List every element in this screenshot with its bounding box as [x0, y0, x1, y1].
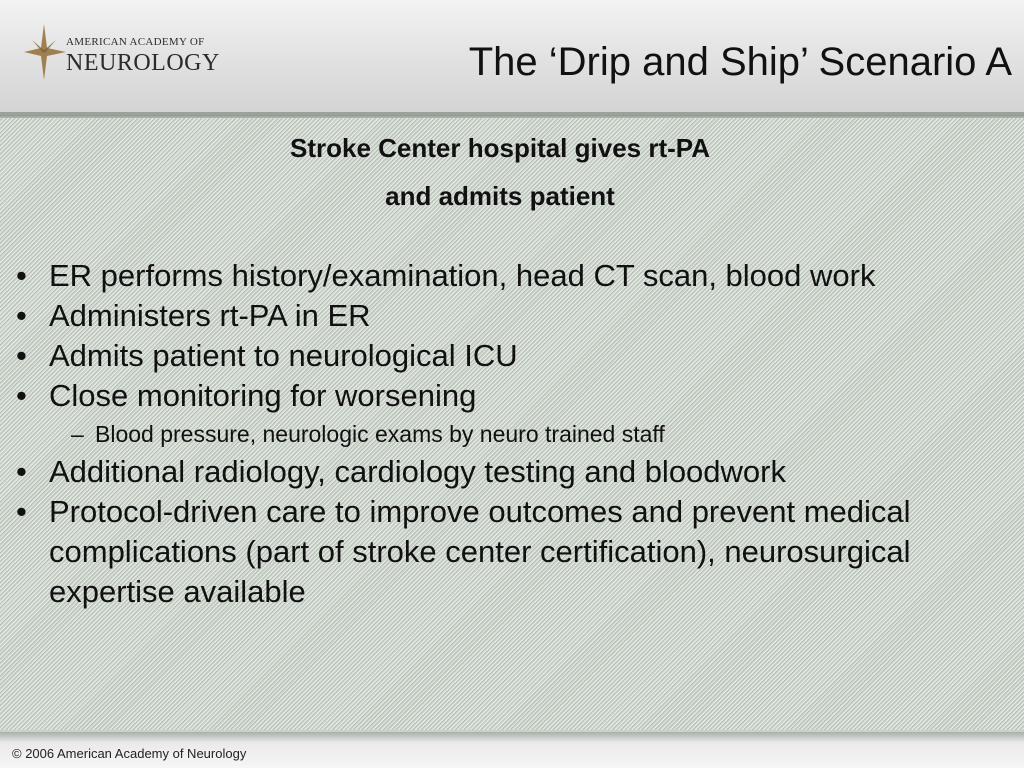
- bullet-item: [16, 376, 1006, 416]
- bullet-marker: •: [16, 338, 27, 373]
- bullet-marker: •: [16, 494, 27, 529]
- slide-title: The ‘Drip and Ship’ Scenario A: [468, 40, 1012, 84]
- bullet-item: [16, 256, 1006, 296]
- compass-star-icon: [22, 22, 66, 82]
- logo-text-line1: AMERICAN ACADEMY OF: [66, 36, 205, 48]
- bullet-item: [16, 452, 1006, 492]
- bullet-item: [16, 492, 1006, 612]
- bullet-marker: •: [16, 298, 27, 333]
- subtitle-line-1: Stroke Center hospital gives rt-PA: [290, 133, 710, 163]
- bullet-list: [16, 256, 1006, 612]
- bullet-text: Close monitoring for worsening: [49, 378, 477, 413]
- bullet-marker: •: [16, 454, 27, 489]
- bullet-marker: •: [16, 258, 27, 293]
- bullet-text: Protocol-driven care to improve outcomes and prevent medical complications (part of stroke center certification), neurosurgical expertise available: [49, 494, 911, 609]
- logo-text-line2: NEUROLOGY: [66, 50, 220, 76]
- bullet-marker: •: [16, 378, 27, 413]
- sub-bullet-item: [16, 416, 1006, 452]
- bullet-text: Additional radiology, cardiology testing and bloodwork: [49, 454, 786, 489]
- slide-subtitle: [0, 124, 1000, 220]
- sub-bullet-marker: –: [71, 421, 84, 447]
- slide-body: [0, 118, 1024, 730]
- bullet-text: Administers rt-PA in ER: [49, 298, 371, 333]
- slide-header: [0, 0, 1024, 115]
- bullet-item: [16, 336, 1006, 376]
- footer-copyright: © 2006 American Academy of Neurology: [12, 746, 247, 761]
- subtitle-line-2: and admits patient: [385, 181, 615, 211]
- sub-bullet-text: Blood pressure, neurologic exams by neuro trained staff: [95, 421, 665, 447]
- bullet-text: Admits patient to neurological ICU: [49, 338, 518, 373]
- aan-logo: [22, 22, 232, 92]
- bullet-item: [16, 296, 1006, 336]
- bullet-text: ER performs history/examination, head CT scan, blood work: [49, 258, 876, 293]
